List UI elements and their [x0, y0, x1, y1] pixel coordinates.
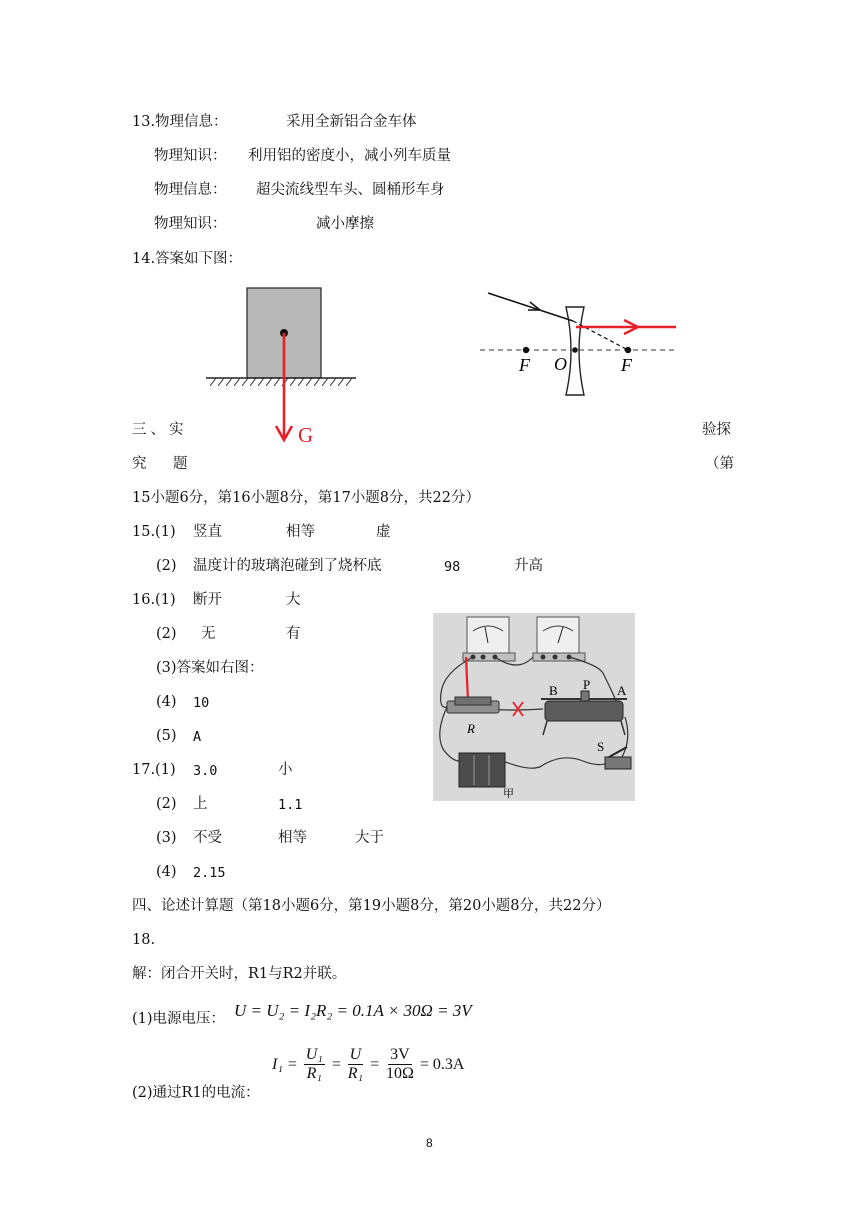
- fraction-2-num: U: [349, 1046, 362, 1063]
- equals-1: =: [330, 1055, 342, 1073]
- q18-step1-formula: U = U₂ = I₂R₂ = 0.1A × 30Ω = 3V: [234, 1001, 472, 1020]
- q13-line1-label: 13.物理信息：: [132, 114, 228, 130]
- q17-c1: 不受: [193, 830, 222, 846]
- fraction-1: [304, 1046, 325, 1083]
- q18-step1-label: (1)电源电压：: [132, 1011, 226, 1027]
- q14-label: 14.答案如下图：: [132, 251, 243, 267]
- q15-b2: 98: [444, 559, 461, 575]
- q16-a2: 大: [286, 592, 301, 608]
- optical-center-dot: [572, 347, 578, 353]
- q15-b3: 升高: [514, 558, 543, 574]
- q16-b2: 有: [286, 626, 301, 642]
- section3-part-d: （第: [705, 456, 734, 472]
- q13-line3-value: 超尖流线型车头、圆桶形车身: [256, 182, 445, 198]
- q16-e1: A: [193, 729, 202, 745]
- q16-sub5: (5): [156, 728, 177, 744]
- q16-sub2: (2): [156, 626, 177, 642]
- circuit-label-s: S: [597, 739, 605, 754]
- q17-sub4: (4): [156, 864, 177, 880]
- q16-sub3: (3)答案如右图：: [156, 660, 264, 676]
- fraction-3: [386, 1046, 414, 1083]
- equals-2: =: [369, 1055, 380, 1073]
- q16-num: 16.(1): [132, 592, 176, 608]
- formula-lhs: I₁ =: [272, 1055, 298, 1073]
- battery: [459, 753, 505, 787]
- lens-diagram: [470, 287, 685, 405]
- section3-part-b: 验探: [702, 422, 731, 438]
- section3-line2: 15小题6分，第16小题8分，第17小题8分，共22分）: [132, 490, 480, 506]
- page-number: 8: [426, 1136, 433, 1150]
- resistor: [447, 697, 499, 713]
- q15-a2: 相等: [286, 524, 315, 540]
- q18-solution: 解：闭合开关时，R1与R2并联。: [132, 966, 347, 982]
- q17-b1: 上: [193, 796, 208, 812]
- q17-sub2: (2): [156, 796, 177, 812]
- q15-a1: 竖直: [193, 524, 222, 540]
- q18-step2-label: (2)通过R1的电流：: [132, 1085, 260, 1101]
- section3-part-c: 究 题: [132, 456, 194, 472]
- q13-line1-value: 采用全新铝合金车体: [286, 114, 417, 130]
- circuit-caption: 甲: [503, 788, 514, 800]
- q17-c3: 大于: [355, 830, 384, 846]
- q18-num: 18.: [132, 932, 156, 948]
- fraction-3-den: 10Ω: [385, 1065, 414, 1082]
- q15-a3: 虚: [376, 524, 391, 540]
- q17-sub3: (3): [156, 830, 177, 846]
- circuit-label-p: P: [583, 677, 591, 692]
- circuit-label-b: B: [549, 683, 558, 698]
- focus-left-dot: [523, 347, 529, 353]
- fraction-1-den: R₁: [306, 1065, 322, 1082]
- fraction-3-num: 3V: [390, 1046, 410, 1063]
- q15-num: 15.(1): [132, 524, 176, 540]
- optical-center-label: O: [554, 354, 567, 374]
- fraction-2: [348, 1046, 364, 1083]
- q15-sub2: (2): [156, 558, 177, 574]
- formula-result: = 0.3A: [419, 1055, 465, 1073]
- force-diagram: [200, 282, 370, 452]
- q15-b1: 温度计的玻璃泡碰到了烧杯底: [193, 558, 382, 574]
- q17-a2: 小: [278, 762, 293, 778]
- circuit-label-a: A: [617, 683, 627, 698]
- ground-hatch: [210, 378, 352, 386]
- focus-left-label: F: [519, 355, 530, 375]
- q13-line4-label: 物理知识：: [154, 216, 227, 232]
- q13-line2-label: 物理知识：: [154, 148, 227, 164]
- q17-num: 17.(1): [132, 762, 176, 778]
- q18-step2-formula: [272, 1046, 464, 1083]
- q13-line2-value: 利用铝的密度小，减小列车质量: [248, 148, 451, 164]
- section3-part-a: 三、实: [132, 422, 188, 438]
- q17-d1: 2.15: [193, 865, 226, 881]
- circuit-label-r: R: [467, 721, 475, 736]
- section4-title: 四、论述计算题（第18小题6分，第19小题8分，第20小题8分，共22分）: [132, 898, 611, 914]
- q13-line3-label: 物理信息：: [154, 182, 227, 198]
- fraction-1-num: U₁: [305, 1046, 323, 1063]
- focus-right-label: F: [621, 355, 632, 375]
- q17-a1: 3.0: [193, 763, 218, 779]
- q16-a1: 断开: [193, 592, 222, 608]
- gravity-label: G: [298, 423, 314, 447]
- q16-d1: 10: [193, 695, 210, 711]
- q16-sub4: (4): [156, 694, 177, 710]
- fraction-2-den: R₁: [347, 1065, 364, 1082]
- q17-b2: 1.1: [278, 797, 303, 813]
- ammeter: [463, 617, 515, 661]
- q13-line4-value: 减小摩擦: [316, 216, 374, 232]
- focus-right-dot: [625, 347, 631, 353]
- circuit-diagram: [433, 613, 635, 801]
- q16-b1: 无: [201, 626, 216, 642]
- voltmeter: [533, 617, 585, 661]
- q17-c2: 相等: [278, 830, 307, 846]
